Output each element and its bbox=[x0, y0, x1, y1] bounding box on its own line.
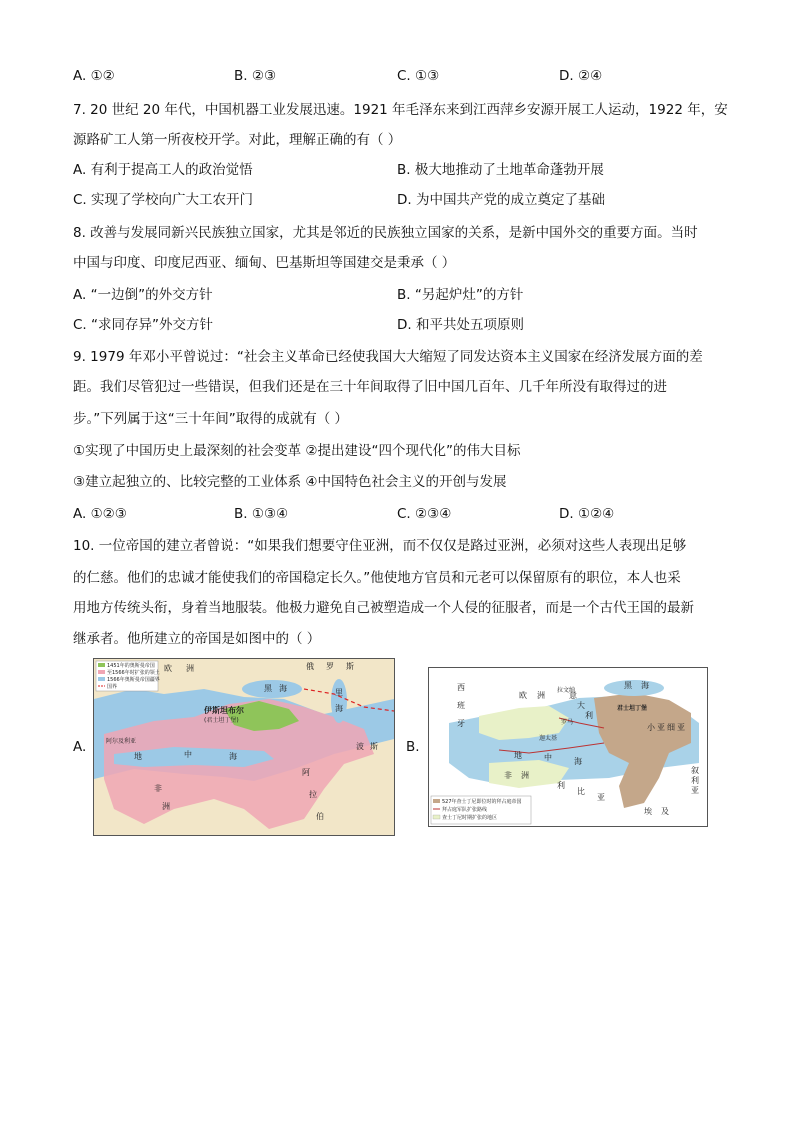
map-a-legend-swatch-3 bbox=[98, 677, 105, 681]
q7-stem-line2: 源路矿工人第一所夜校开学。对此，理解正确的有（ ） bbox=[73, 132, 402, 148]
map-b-label: 海 bbox=[574, 757, 582, 766]
map-b-label: 利 bbox=[691, 776, 699, 785]
q10-stem-line2: 的仁慈。他们的忠诚才能使我们的帝国稳定长久。”他使地方官员和元老可以保留原有的职位，本人也采 bbox=[73, 570, 681, 586]
map-b-label: 埃 bbox=[644, 807, 652, 816]
q8-option-c: C. “求同存异”外交方针 bbox=[73, 317, 213, 333]
map-b-label: 亚 bbox=[691, 786, 699, 795]
map-b-label: 小 bbox=[647, 723, 655, 732]
map-b-label: 黑 bbox=[624, 681, 632, 690]
q10-stem-line4: 继承者。他所建立的帝国是如图中的（ ） bbox=[73, 631, 321, 647]
map-b-label: 君士坦丁堡 bbox=[617, 705, 648, 712]
map-a-label: 斯 bbox=[346, 662, 354, 671]
map-a-legend-1: 1451年的奥斯曼帝国 bbox=[107, 663, 155, 669]
map-b-label: 地 bbox=[514, 751, 522, 760]
map-b-label: 利 bbox=[585, 711, 593, 720]
map-a-label: 洲 bbox=[162, 802, 170, 811]
q6-option-a: A. ①② bbox=[73, 68, 115, 84]
map-a-black-sea bbox=[242, 680, 302, 698]
map-a-label: 欧 bbox=[164, 664, 172, 673]
map-a-label: 非 bbox=[154, 784, 162, 793]
map-a-label: 洲 bbox=[186, 664, 194, 673]
map-b-legend-3: 查士丁尼时期扩张的地区 bbox=[442, 815, 498, 821]
map-b-legend-swatch-1 bbox=[433, 799, 440, 803]
map-b-label: 及 bbox=[661, 807, 669, 816]
map-a-label: 里 bbox=[335, 688, 343, 697]
map-b-label: 非 bbox=[504, 771, 512, 780]
map-b-black-sea bbox=[604, 680, 664, 696]
map-a-legend-swatch-2 bbox=[98, 670, 105, 674]
map-b-label: 迦太基 bbox=[539, 735, 558, 742]
map-a-label: 海 bbox=[229, 752, 237, 761]
map-a-label: 伊斯坦布尔 bbox=[204, 706, 244, 715]
map-b-label: 海 bbox=[641, 681, 649, 690]
q9-item-line2: ③建立起独立的、比较完整的工业体系 ④中国特色社会主义的开创与发展 bbox=[73, 474, 507, 490]
map-a-label: 海 bbox=[335, 704, 343, 713]
q7-option-d: D. 为中国共产党的成立奠定了基础 bbox=[397, 192, 605, 208]
map-b-label: 亚 bbox=[657, 723, 665, 732]
map-b-legend-swatch-3 bbox=[433, 815, 440, 819]
map-a-label: 斯 bbox=[370, 742, 378, 751]
map-b-label: 利 bbox=[557, 781, 565, 790]
map-a-label: 黑 bbox=[264, 684, 272, 693]
map-a-label: 拉 bbox=[309, 790, 317, 799]
map-a-label: 伯 bbox=[316, 812, 324, 821]
q6-option-b: B. ②③ bbox=[234, 68, 277, 84]
q10-stem-line3: 用地方传统头衔，身着当地服装。他极力避免自己被塑造成一个人侵的征服者，而是一个古代王国的最新 bbox=[73, 600, 694, 616]
q7-option-c: C. 实现了学校向广大工农开门 bbox=[73, 192, 254, 208]
map-a-label: (君士坦丁堡) bbox=[204, 717, 239, 724]
q8-stem-line1: 8. 改善与发展同新兴民族独立国家，尤其是邻近的民族独立国家的关系，是新中国外交的重要方面。当时 bbox=[73, 225, 698, 241]
q8-option-d: D. 和平共处五项原则 bbox=[397, 317, 524, 333]
q9-option-b: B. ①③④ bbox=[234, 506, 289, 522]
q8-stem-line2: 中国与印度、印度尼西亚、缅甸、巴基斯坦等国建交是秉承（ ） bbox=[73, 255, 456, 271]
map-a-svg bbox=[94, 659, 394, 835]
map-a-caspian-sea bbox=[331, 679, 347, 723]
map-b-letter: B. bbox=[406, 739, 420, 755]
map-a-legend-swatch-1 bbox=[98, 663, 105, 667]
q9-option-d: D. ①②④ bbox=[559, 506, 615, 522]
q6-option-d: D. ②④ bbox=[559, 68, 603, 84]
map-b-label: 细 bbox=[667, 723, 675, 732]
q10-stem-line1: 10. 一位帝国的建立者曾说：“如果我们想要守住亚洲，而不仅仅是路过亚洲，必须对这些人表现出足够 bbox=[73, 538, 687, 554]
map-a-label: 俄 bbox=[306, 662, 314, 671]
map-b-label: 拉文纳 bbox=[557, 687, 576, 694]
q8-option-b: B. “另起炉灶”的方针 bbox=[397, 287, 524, 303]
map-b-svg bbox=[429, 668, 707, 826]
map-a-label: 罗 bbox=[326, 662, 334, 671]
q9-stem-line1: 9. 1979 年邓小平曾说过：“社会主义革命已经使我国大大缩短了同发达资本主义国家在经济发展方面的差 bbox=[73, 349, 703, 365]
q9-option-a: A. ①②③ bbox=[73, 506, 127, 522]
map-b-label: 班 bbox=[457, 701, 465, 710]
map-b-byzantine-empire bbox=[428, 667, 708, 827]
map-a-ottoman-empire bbox=[93, 658, 395, 836]
map-a-label: 地 bbox=[134, 752, 142, 761]
map-a-label: 海 bbox=[279, 684, 287, 693]
map-a-letter: A. bbox=[73, 739, 87, 755]
q8-option-a: A. “一边倒”的外交方针 bbox=[73, 287, 213, 303]
map-b-label: 叙 bbox=[691, 766, 699, 775]
q9-option-c: C. ②③④ bbox=[397, 506, 452, 522]
q9-item-line1: ①实现了中国历史上最深刻的社会变革 ②提出建设“四个现代化”的伟大目标 bbox=[73, 443, 521, 459]
map-b-label: 亚 bbox=[597, 793, 605, 802]
map-b-label: 罗马 bbox=[561, 719, 574, 726]
map-a-legend-4: 国界 bbox=[107, 684, 118, 690]
q7-option-b: B. 极大地推动了土地革命蓬勃开展 bbox=[397, 162, 604, 178]
map-b-legend-2: 拜占庭军队扩张路线 bbox=[442, 807, 488, 813]
map-a-legend-3: 1566年奥斯曼帝国疆界 bbox=[107, 677, 160, 683]
map-b-label: 亚 bbox=[677, 723, 685, 732]
map-a-legend-2: 至1566年时扩张的领土 bbox=[107, 670, 160, 676]
map-a-label: 波 bbox=[356, 742, 364, 751]
map-b-label: 洲 bbox=[537, 691, 545, 700]
q6-option-c: C. ①③ bbox=[397, 68, 440, 84]
map-b-label: 洲 bbox=[521, 771, 529, 780]
map-b-label: 西 bbox=[457, 683, 465, 692]
map-b-legend-1: 527年查士丁尼即位时的拜占庭帝国 bbox=[442, 799, 522, 805]
map-b-label: 比 bbox=[577, 787, 585, 796]
map-b-label: 中 bbox=[544, 753, 552, 762]
q7-option-a: A. 有利于提高工人的政治觉悟 bbox=[73, 162, 253, 178]
map-b-label: 意 bbox=[569, 691, 577, 700]
q9-stem-line3: 步。”下列属于这“三十年间”取得的成就有（ ） bbox=[73, 411, 349, 427]
q7-stem-line1: 7. 20 世纪 20 年代，中国机器工业发展迅速。1921 年毛泽东来到江西萍乡安源开展工人运动，1922 年，安 bbox=[73, 102, 728, 118]
map-a-label: 阿 bbox=[302, 768, 310, 777]
map-a-label: 阿尔及利亚 bbox=[106, 738, 137, 745]
map-a-label: 中 bbox=[184, 750, 192, 759]
map-b-label: 欧 bbox=[519, 691, 527, 700]
q9-stem-line2: 距。我们尽管犯过一些错误，但我们还是在三十年间取得了旧中国几百年、几千年所没有取得过的进 bbox=[73, 379, 667, 395]
map-b-label: 大 bbox=[577, 701, 585, 710]
map-b-label: 牙 bbox=[457, 719, 465, 728]
